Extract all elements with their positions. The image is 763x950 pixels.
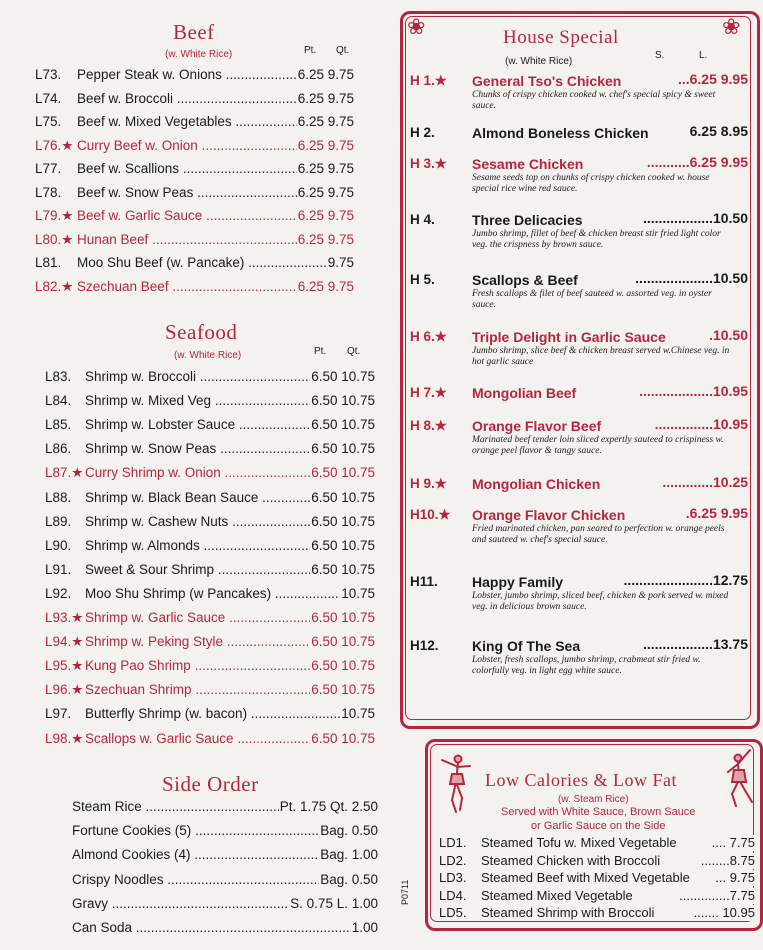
item-name: Three Delicacies bbox=[472, 212, 583, 228]
house-special-item bbox=[410, 418, 748, 468]
item-code: L83. bbox=[45, 369, 72, 384]
item-name: Shrimp w. Peking Style ..... bbox=[85, 633, 375, 651]
menu-item bbox=[35, 137, 354, 155]
item-code: LD2. bbox=[439, 852, 467, 868]
item-name: Steamed Chicken with Broccoli bbox=[481, 852, 661, 868]
menu-item bbox=[45, 416, 375, 434]
item-description: Lobster, fresh scallops, jumbo shrimp, crabmeat stir fried w. colorfully veg. in light egg white sauce. bbox=[472, 655, 701, 676]
menu-item bbox=[35, 113, 354, 131]
item-price: 6.50 10.75 bbox=[311, 369, 375, 384]
house-special-title: House Special bbox=[503, 27, 619, 48]
item-name: Butterfly Shrimp (w. bacon) ..... bbox=[85, 705, 375, 723]
item-price: ....................10.50 bbox=[635, 270, 748, 286]
item-price: 6.25 9.75 bbox=[297, 231, 354, 247]
item-code: L85. bbox=[45, 417, 72, 433]
menu-item bbox=[45, 633, 375, 651]
item-price: ........8.75 bbox=[700, 852, 755, 868]
item-price: 6.50 10.75 bbox=[311, 730, 375, 746]
item-price: 6.50 10.75 bbox=[311, 417, 375, 433]
item-code: L78. bbox=[35, 184, 62, 200]
item-code: LD1. bbox=[439, 835, 467, 850]
side-item-price: Pt. 1.75 Qt. 2.50 bbox=[279, 799, 378, 814]
item-code: L98.★ bbox=[45, 730, 84, 746]
item-name: Pepper Steak w. Onions ..... bbox=[77, 66, 354, 84]
item-name: Beef w. Mixed Vegetables ..... bbox=[77, 113, 354, 131]
house-special-item bbox=[410, 272, 748, 322]
item-description: Lobster, jumbo shrimp, sliced beef, chicken & pork served w. mixed veg. in delicious brown sauce. bbox=[472, 591, 729, 612]
side-order-item bbox=[72, 895, 378, 913]
item-description: Chunks of crispy chicken cooked w. chef's special spicy & sweet sauce. bbox=[472, 90, 716, 111]
house-special-item bbox=[410, 212, 748, 262]
item-price: .6.25 9.95 bbox=[685, 505, 748, 521]
item-name: Shrimp w. Almonds ..... bbox=[85, 537, 375, 555]
item-name: Shrimp w. Broccoli ..... bbox=[85, 368, 375, 386]
menu-item bbox=[45, 561, 375, 579]
item-name: Steamed Mixed Vegetable bbox=[481, 887, 633, 903]
item-code: L95.★ bbox=[45, 658, 84, 674]
item-name: Beef w. Broccoli ..... bbox=[77, 90, 354, 108]
menu-item bbox=[45, 705, 375, 723]
item-price: 9.75 bbox=[327, 255, 354, 270]
menu-item bbox=[45, 657, 375, 675]
menu-item bbox=[45, 585, 375, 603]
item-name: Happy Family bbox=[472, 574, 564, 590]
item-price: 6.25 9.75 bbox=[297, 114, 354, 129]
item-price: ... 9.75 bbox=[715, 870, 755, 885]
item-name: Orange Flavor Chicken bbox=[472, 507, 626, 523]
house-special-col-l: L. bbox=[699, 50, 708, 61]
item-price: 6.50 10.75 bbox=[311, 465, 375, 481]
item-name: King Of The Sea bbox=[472, 638, 581, 654]
menu-item bbox=[45, 609, 375, 627]
item-code: LD3. bbox=[439, 870, 467, 885]
item-name: Sesame Chicken bbox=[472, 156, 584, 172]
item-price: 6.25 9.75 bbox=[297, 161, 354, 176]
seafood-subtitle: (w. White Rice) bbox=[174, 350, 242, 361]
item-code: L94.★ bbox=[45, 634, 84, 650]
item-price: .......................12.75 bbox=[623, 572, 748, 588]
item-code: L92. bbox=[45, 585, 72, 601]
item-code: L74. bbox=[35, 90, 62, 106]
low-calories-note-2: or Garlic Sauce on the Side bbox=[531, 820, 666, 832]
item-name: Mongolian Chicken bbox=[472, 476, 601, 492]
item-price: 6.50 10.75 bbox=[311, 393, 375, 409]
item-code: H 1.★ bbox=[410, 73, 447, 88]
item-price: ..................13.75 bbox=[642, 636, 748, 652]
item-name: Sweet & Sour Shrimp ..... bbox=[85, 561, 375, 579]
menu-item bbox=[45, 440, 375, 458]
side-order-title: Side Order bbox=[162, 772, 259, 796]
item-name: Beef w. Scallions ..... bbox=[77, 160, 354, 178]
item-name: Shrimp w. Black Bean Sauce ..... bbox=[85, 489, 375, 507]
item-price: 6.50 10.75 bbox=[311, 489, 375, 505]
side-order-item bbox=[72, 871, 378, 889]
item-price: ...............10.95 bbox=[654, 416, 748, 432]
item-name: Shrimp w. Snow Peas ..... bbox=[85, 440, 375, 458]
item-name: Triple Delight in Garlic Sauce bbox=[472, 329, 666, 345]
menu-item bbox=[45, 392, 375, 410]
menu-item bbox=[35, 254, 354, 272]
side-order-item bbox=[72, 919, 378, 937]
item-code: L96.★ bbox=[45, 682, 84, 698]
item-name: Steamed Beef with Mixed Vegetable bbox=[481, 870, 690, 885]
flower-left-icon: ❀ bbox=[407, 14, 426, 39]
item-price: ...................10.95 bbox=[639, 383, 748, 399]
item-name: Curry Beef w. Onion ..... bbox=[77, 137, 354, 155]
item-description: Fresh scallops & filet of beef sauteed w. assorted veg. in oyster sauce. bbox=[472, 289, 712, 310]
low-calorie-item bbox=[439, 905, 755, 921]
item-code: H 4. bbox=[410, 212, 435, 227]
item-code: L81. bbox=[35, 255, 62, 270]
item-code: LD4. bbox=[439, 887, 467, 903]
item-name: Almond Boneless Chicken bbox=[472, 125, 649, 141]
side-item-name: Crispy Noodles ..... bbox=[72, 871, 378, 889]
item-name: Curry Shrimp w. Onion ..... bbox=[85, 464, 375, 482]
item-price: .... 7.75 bbox=[711, 835, 755, 850]
side-order-item bbox=[72, 822, 378, 840]
house-special-item bbox=[410, 156, 748, 206]
beef-title: Beef bbox=[173, 20, 215, 44]
low-calorie-item bbox=[439, 835, 755, 851]
item-code: L86. bbox=[45, 441, 72, 457]
item-price: 6.25 9.75 bbox=[297, 184, 354, 200]
item-code: LD5. bbox=[439, 905, 467, 920]
item-name: Steamed Tofu w. Mixed Vegetable bbox=[481, 835, 677, 850]
item-code: L84. bbox=[45, 393, 72, 409]
menu-item bbox=[45, 681, 375, 699]
item-code: L80.★ bbox=[35, 231, 74, 247]
item-code: L88. bbox=[45, 489, 72, 505]
item-name: Mongolian Beef bbox=[472, 385, 577, 401]
low-calories-subtitle: (w. Steam Rice) bbox=[558, 794, 629, 805]
item-description: Jumbo shrimp, fillet of beef & chicken breast stir fried light color veg. the crispness by brown sauce. bbox=[472, 229, 721, 250]
item-price: 6.25 8.95 bbox=[689, 123, 748, 139]
low-calorie-item bbox=[439, 888, 755, 904]
item-price: ...........6.25 9.95 bbox=[646, 154, 748, 170]
item-price: 10.75 bbox=[341, 706, 375, 722]
beef-subtitle: (w. White Rice) bbox=[165, 49, 233, 60]
item-price: ...6.25 9.95 bbox=[677, 71, 748, 87]
item-name: Beef w. Garlic Sauce ..... bbox=[77, 207, 354, 225]
print-code: P0711 bbox=[400, 879, 410, 905]
menu-item bbox=[45, 464, 375, 482]
item-price: 6.50 10.75 bbox=[311, 441, 375, 457]
menu-item bbox=[45, 513, 375, 531]
item-price: .10.50 bbox=[709, 327, 748, 343]
seafood-col-pt: Pt. bbox=[314, 346, 327, 357]
beef-col-qt: Qt. bbox=[336, 45, 350, 56]
item-price: 6.25 9.75 bbox=[297, 137, 354, 153]
menu-item bbox=[35, 66, 354, 84]
seafood-title: Seafood bbox=[165, 320, 238, 344]
side-item-name: Can Soda ..... bbox=[72, 919, 378, 937]
dancer-right-icon bbox=[722, 746, 758, 810]
item-name: Shrimp w. Mixed Veg ..... bbox=[85, 392, 375, 410]
item-code: L90. bbox=[45, 537, 72, 553]
house-special-col-s: S. bbox=[655, 50, 665, 61]
item-price: ..................10.50 bbox=[642, 210, 748, 226]
seafood-col-qt: Qt. bbox=[347, 346, 361, 357]
side-item-price: Bag. 0.50 bbox=[320, 823, 378, 839]
item-name: Hunan Beef ..... bbox=[77, 231, 354, 249]
item-code: L76.★ bbox=[35, 137, 74, 153]
menu-item bbox=[35, 184, 354, 202]
item-price: 6.50 10.75 bbox=[311, 634, 375, 650]
item-name: Shrimp w. Lobster Sauce ..... bbox=[85, 416, 375, 434]
item-code: L82.★ bbox=[35, 278, 74, 294]
low-calories-note-1: Served with White Sauce, Brown Sauce bbox=[501, 806, 696, 818]
side-item-name: Steam Rice ..... bbox=[72, 798, 378, 816]
item-price: .............10.25 bbox=[662, 474, 748, 490]
side-item-price: Bag. 1.00 bbox=[320, 847, 378, 863]
low-calories-title: Low Calories & Low Fat bbox=[485, 770, 677, 790]
item-price: 6.50 10.75 bbox=[311, 658, 375, 674]
item-price: 6.25 9.75 bbox=[297, 67, 354, 82]
house-special-item bbox=[410, 638, 748, 688]
low-calorie-item bbox=[439, 870, 755, 886]
item-name: Shrimp w. Cashew Nuts ..... bbox=[85, 513, 375, 531]
item-code: H 3.★ bbox=[410, 156, 447, 171]
menu-item bbox=[35, 160, 354, 178]
item-name: Moo Shu Beef (w. Pancake) ..... bbox=[77, 254, 354, 272]
item-code: H 2. bbox=[410, 125, 435, 140]
menu-item bbox=[35, 278, 354, 296]
item-name: Kung Pao Shrimp ..... bbox=[85, 657, 375, 675]
item-price: 6.50 10.75 bbox=[311, 561, 375, 577]
item-price: ..............7.75 bbox=[679, 887, 755, 903]
house-special-item bbox=[410, 329, 748, 379]
house-special-item bbox=[410, 507, 748, 557]
item-name: Szechuan Shrimp ..... bbox=[85, 681, 375, 699]
item-name: Orange Flavor Beef bbox=[472, 418, 602, 434]
menu-item bbox=[35, 90, 354, 108]
item-code: H 6.★ bbox=[410, 329, 447, 344]
side-order-item bbox=[72, 798, 378, 816]
item-code: L91. bbox=[45, 561, 72, 577]
item-price: 6.25 9.75 bbox=[297, 90, 354, 106]
beef-col-pt: Pt. bbox=[304, 45, 317, 56]
side-item-price: 1.00 bbox=[351, 920, 378, 935]
item-price: 10.75 bbox=[341, 585, 375, 601]
item-price: 6.25 9.75 bbox=[297, 208, 354, 223]
item-code: H10.★ bbox=[410, 507, 451, 522]
item-code: H 5. bbox=[410, 272, 435, 287]
item-code: H11. bbox=[410, 574, 438, 589]
item-code: H 9.★ bbox=[410, 476, 447, 491]
menu-item bbox=[35, 231, 354, 249]
house-special-subtitle: (w. White Rice) bbox=[505, 56, 573, 67]
side-item-name: Gravy ..... bbox=[72, 895, 378, 913]
item-code: L89. bbox=[45, 513, 72, 529]
item-name: Moo Shu Shrimp (w Pancakes) ..... bbox=[85, 585, 375, 603]
dancer-left-icon bbox=[436, 752, 476, 814]
item-price: 6.50 10.75 bbox=[311, 537, 375, 553]
flower-right-icon: ❀ bbox=[722, 14, 741, 39]
item-code: L87.★ bbox=[45, 465, 84, 481]
item-name: Steamed Shrimp with Broccoli bbox=[481, 905, 655, 920]
house-special-item bbox=[410, 73, 748, 123]
item-code: L75. bbox=[35, 114, 62, 129]
item-price: 6.50 10.75 bbox=[311, 513, 375, 529]
item-name: Beef w. Snow Peas ..... bbox=[77, 184, 354, 202]
menu-item bbox=[45, 489, 375, 507]
item-price: 6.50 10.75 bbox=[311, 682, 375, 698]
item-name: Szechuan Beef ..... bbox=[77, 278, 354, 296]
side-item-price: S. 0.75 L. 1.00 bbox=[290, 895, 378, 911]
low-calorie-item bbox=[439, 853, 755, 869]
side-order-item bbox=[72, 846, 378, 864]
item-name: Shrimp w. Garlic Sauce ..... bbox=[85, 609, 375, 627]
item-description: Sesame seeds top on chunks of crispy chicken cooked w. house special rice wine red sauce. bbox=[472, 173, 710, 194]
house-special-item bbox=[410, 574, 748, 624]
menu-item bbox=[45, 537, 375, 555]
item-description: Marinated beef tender loin sliced expertly sauteed to crispiness w. orange peel flavor & tangy sauce. bbox=[472, 435, 724, 456]
item-code: L77. bbox=[35, 161, 62, 176]
menu-item bbox=[45, 368, 375, 386]
item-code: H12. bbox=[410, 638, 439, 653]
item-price: 6.50 10.75 bbox=[311, 610, 375, 625]
menu-item bbox=[35, 207, 354, 225]
item-price: ....... 10.95 bbox=[693, 905, 755, 920]
item-description: Fried marinated chicken, pan seared to perfection w. orange peels and sauteed w. chef's special sauce. bbox=[472, 524, 725, 545]
item-code: H 8.★ bbox=[410, 418, 447, 433]
item-name: General Tso's Chicken bbox=[472, 73, 622, 89]
item-price: 6.25 9.75 bbox=[297, 278, 354, 294]
item-name: Scallops w. Garlic Sauce ..... bbox=[85, 730, 375, 748]
item-code: L97. bbox=[45, 706, 72, 722]
menu-item bbox=[45, 730, 375, 748]
item-description: Jumbo shrimp, slice beef & chicken breast served w.Chinese veg. in hot garlic sauce bbox=[472, 346, 730, 367]
item-code: H 7.★ bbox=[410, 385, 447, 400]
item-name: Scallops & Beef bbox=[472, 272, 578, 288]
item-code: L93.★ bbox=[45, 610, 84, 625]
item-code: L79.★ bbox=[35, 208, 74, 223]
side-item-name: Almond Cookies (4) ..... bbox=[72, 846, 378, 864]
side-item-name: Fortune Cookies (5) ..... bbox=[72, 822, 378, 840]
side-item-price: Bag. 0.50 bbox=[320, 871, 378, 887]
item-code: L73. bbox=[35, 67, 62, 82]
